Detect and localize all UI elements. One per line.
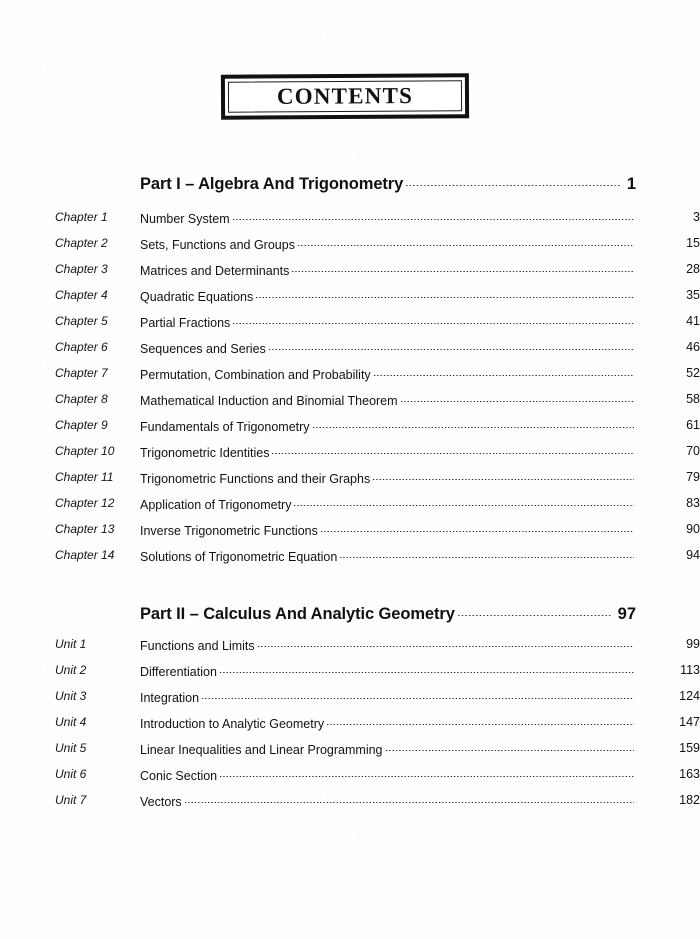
entry-title: Integration — [140, 690, 200, 705]
dot-leader — [398, 392, 636, 405]
dot-leader — [383, 741, 636, 754]
toc-entry-row[interactable] — [0, 314, 700, 332]
entry-number-label: Chapter 14 — [55, 548, 115, 562]
entry-number-label: Chapter 5 — [55, 314, 108, 328]
entry-page-number: 83 — [686, 496, 700, 510]
entry-title: Functions and Limits — [140, 638, 255, 653]
entry-number-label: Chapter 12 — [55, 496, 115, 510]
toc-entry-row[interactable] — [0, 340, 700, 358]
entry-title-group — [140, 236, 636, 252]
entry-title: Introduction to Analytic Geometry — [140, 716, 325, 731]
part-heading-label: Part I – Algebra And Trigonometry — [140, 174, 404, 193]
entry-page-number: 163 — [679, 767, 700, 781]
entry-page-number: 79 — [686, 470, 700, 484]
entry-title-group — [140, 210, 636, 226]
dot-leader — [403, 172, 623, 189]
toc-entry-row[interactable] — [0, 663, 700, 681]
entry-number-label: Unit 7 — [55, 793, 87, 807]
dot-leader — [310, 418, 636, 431]
entry-title: Number System — [140, 211, 230, 226]
toc-entry-row[interactable] — [0, 366, 700, 384]
entry-title: Matrices and Determinants — [140, 263, 290, 278]
toc-entry-row[interactable] — [0, 496, 700, 514]
entry-title-group — [140, 496, 636, 512]
dot-leader — [337, 548, 636, 561]
dot-leader — [291, 496, 636, 509]
toc-entry-row[interactable] — [0, 470, 700, 488]
entry-title-group — [140, 314, 636, 330]
entry-number-label: Chapter 4 — [55, 288, 108, 302]
entry-page-number: 90 — [686, 522, 700, 536]
entry-title: Partial Fractions — [140, 315, 231, 330]
entry-title: Solutions of Trigonometric Equation — [140, 549, 338, 564]
entry-page-number: 70 — [686, 444, 700, 458]
entry-title-group — [140, 470, 636, 486]
entry-page-number: 94 — [686, 548, 700, 562]
toc-entry-row[interactable] — [0, 418, 700, 436]
page-title: CONTENTS — [276, 82, 414, 109]
entry-title-group — [140, 444, 636, 460]
entry-title-group — [140, 689, 636, 705]
entry-page-number: 99 — [686, 637, 700, 651]
entry-number-label: Unit 1 — [55, 637, 87, 651]
entry-title-group — [140, 637, 636, 653]
entry-page-number: 61 — [686, 418, 700, 432]
entry-page-number: 28 — [686, 262, 700, 276]
entry-page-number: 147 — [679, 715, 700, 729]
part-page-number: 1 — [626, 174, 636, 193]
toc-entry-row[interactable] — [0, 767, 700, 785]
entry-title: Fundamentals of Trigonometry — [140, 419, 310, 434]
entry-number-label: Chapter 6 — [55, 340, 108, 354]
dot-leader — [217, 767, 636, 780]
entry-title-group — [140, 522, 636, 538]
dot-leader — [318, 522, 636, 535]
entry-title-group — [140, 793, 636, 809]
entry-title-group — [140, 548, 636, 564]
entry-title-group — [140, 340, 636, 356]
entry-page-number: 15 — [686, 236, 700, 250]
entry-number-label: Unit 3 — [55, 689, 87, 703]
toc-entry-row[interactable] — [0, 548, 700, 566]
entry-page-number: 58 — [686, 392, 700, 406]
dot-leader — [269, 444, 636, 457]
entry-number-label: Chapter 11 — [55, 470, 114, 484]
part-heading-label: Part II – Calculus And Analytic Geometry — [140, 604, 455, 623]
entry-number-label: Chapter 1 — [55, 210, 108, 224]
entry-number-label: Chapter 7 — [55, 366, 108, 380]
entry-title: Conic Section — [140, 768, 218, 783]
entry-title-group — [140, 741, 636, 757]
entry-page-number: 159 — [679, 741, 700, 755]
part-page-number: 97 — [617, 604, 636, 623]
toc-entry-row[interactable] — [0, 741, 700, 759]
dot-leader — [289, 262, 636, 275]
toc-entry-row[interactable] — [0, 288, 700, 306]
toc-entry-row[interactable] — [0, 637, 700, 655]
dot-leader — [253, 288, 636, 301]
entry-title: Quadratic Equations — [140, 289, 254, 304]
entry-number-label: Chapter 3 — [55, 262, 108, 276]
toc-entry-row[interactable] — [0, 262, 700, 280]
part-heading[interactable] — [140, 172, 636, 194]
dot-leader — [182, 793, 636, 806]
entry-number-label: Unit 6 — [55, 767, 87, 781]
entry-number-label: Chapter 13 — [55, 522, 115, 536]
entry-title: Permutation, Combination and Probability — [140, 367, 371, 382]
dot-leader — [266, 340, 636, 353]
entry-title: Differentiation — [140, 664, 217, 679]
toc-entry-row[interactable] — [0, 522, 700, 540]
dot-leader — [370, 470, 636, 483]
entry-number-label: Chapter 2 — [55, 236, 108, 250]
entry-number-label: Chapter 8 — [55, 392, 108, 406]
entry-title-group — [140, 418, 636, 434]
part-heading[interactable] — [140, 602, 636, 624]
entry-number-label: Unit 4 — [55, 715, 87, 729]
entry-title-group — [140, 288, 636, 304]
toc-entry-row[interactable] — [0, 236, 700, 254]
entry-page-number: 124 — [679, 689, 700, 703]
toc-entry-row[interactable] — [0, 392, 700, 410]
entry-number-label: Chapter 9 — [55, 418, 108, 432]
dot-leader — [217, 663, 636, 676]
toc-entry-row[interactable] — [0, 689, 700, 707]
contents-banner — [221, 73, 469, 120]
dot-leader — [230, 210, 636, 223]
entry-page-number: 41 — [686, 314, 700, 328]
entry-title-group — [140, 715, 636, 731]
dot-leader — [324, 715, 636, 728]
entry-title: Linear Inequalities and Linear Programming — [140, 742, 383, 757]
dot-leader — [230, 314, 636, 327]
entry-number-label: Chapter 10 — [55, 444, 115, 458]
toc-entry-row[interactable] — [0, 444, 700, 462]
entry-title-group — [140, 262, 636, 278]
dot-leader — [295, 236, 636, 249]
dot-leader — [199, 689, 636, 702]
entry-title: Trigonometric Identities — [140, 445, 270, 460]
entry-title: Vectors — [140, 794, 182, 809]
entry-title: Sequences and Series — [140, 341, 266, 356]
entry-title: Sets, Functions and Groups — [140, 237, 295, 252]
entry-title-group — [140, 767, 636, 783]
entry-title-group — [140, 366, 636, 382]
toc-entry-row[interactable] — [0, 715, 700, 733]
entry-title: Inverse Trigonometric Functions — [140, 523, 318, 538]
entry-title: Application of Trigonometry — [140, 497, 292, 512]
entry-number-label: Unit 5 — [55, 741, 87, 755]
dot-leader — [371, 366, 636, 379]
entry-title: Mathematical Induction and Binomial Theorem — [140, 393, 398, 408]
entry-title: Trigonometric Functions and their Graphs — [140, 471, 371, 486]
dot-leader — [455, 602, 614, 619]
entry-title-group — [140, 663, 636, 679]
entry-number-label: Unit 2 — [55, 663, 87, 677]
entry-page-number: 3 — [693, 210, 700, 224]
entry-page-number: 113 — [680, 663, 700, 677]
entry-title-group — [140, 392, 636, 408]
entry-page-number: 52 — [686, 366, 700, 380]
dot-leader — [255, 637, 636, 650]
toc-entry-row[interactable] — [0, 210, 700, 228]
entry-page-number: 182 — [679, 793, 700, 807]
entry-page-number: 35 — [686, 288, 700, 302]
contents-banner-inner — [228, 80, 462, 112]
toc-entry-row[interactable] — [0, 793, 700, 811]
entry-page-number: 46 — [686, 340, 700, 354]
